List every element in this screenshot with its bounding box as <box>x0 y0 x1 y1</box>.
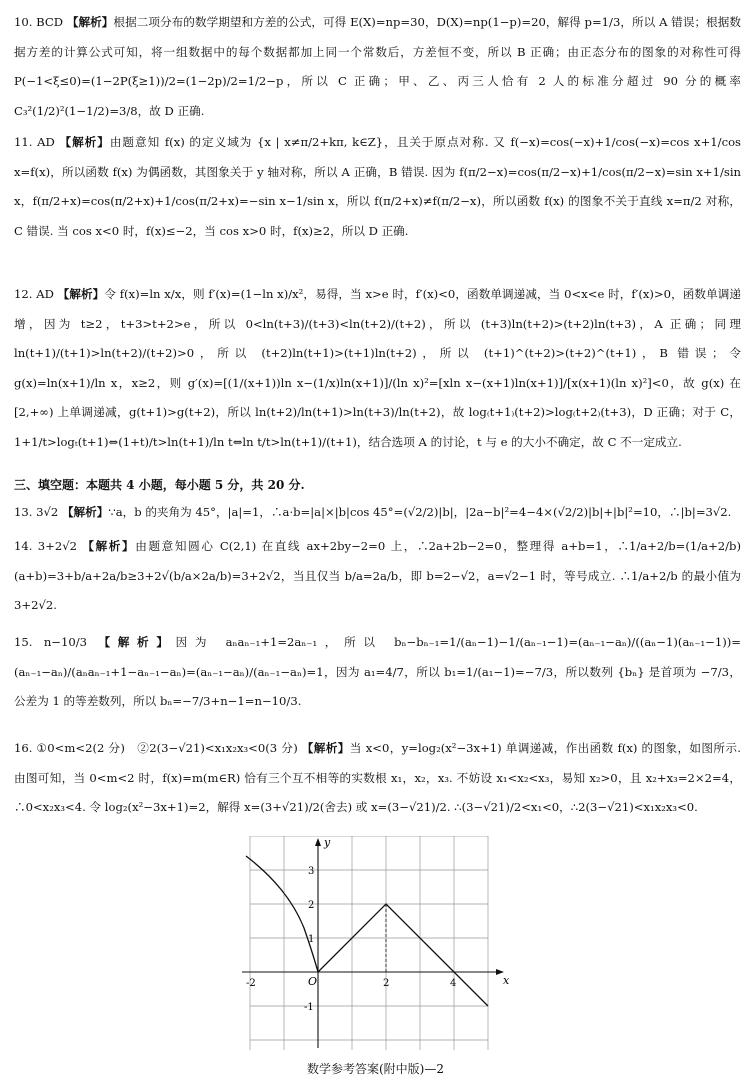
y-tick-label: 1 <box>308 934 315 945</box>
x-tick-label: 2 <box>383 978 390 989</box>
answer-number: 13. 3√2 <box>14 505 59 519</box>
analysis-tag: 【解析】 <box>98 635 176 649</box>
grid-lines <box>250 836 488 1050</box>
y-tick-label: 3 <box>308 866 315 877</box>
x-tick-label: -2 <box>246 978 256 989</box>
answer-text: ∵a，b 的夹角为 45°，|a|=1，∴a·b=|a|×|b|cos 45°=(√2/2)|b|，|2a−b|²=4−4×(√2/2)|b|+|b|²=10，∴|b|=3√2. <box>108 505 732 519</box>
analysis-tag: 【解析】 <box>66 15 114 29</box>
answer-number: 10. BCD <box>14 15 64 29</box>
analysis-tag: 【解析】 <box>301 741 350 755</box>
answer-number: 15. n−10/3 <box>14 635 88 649</box>
analysis-tag: 【解析】 <box>59 135 110 149</box>
answer-11 <box>14 128 741 246</box>
answer-12 <box>14 280 741 457</box>
x-axis-label: x <box>503 974 510 987</box>
analysis-tag: 【解析】 <box>57 287 105 301</box>
x-tick-label: 4 <box>450 978 457 989</box>
answer-text: 令 f(x)=ln x/x，则 f′(x)=(1−ln x)/x²，易得，当 x>e 时，f′(x)<0，函数单调递减，当 0<x<e 时，f′(x)>0，函数单调递增，因为 t≥2，t+3>t+2>e，所以 0<ln(t+3)/(t+3)<ln(t+2)/(t+2)，所以 (t+3)ln(t+2)>(t+2)ln(t+3)，A 正确；同理 ln(t+1)/(t+1)>ln(t+2)/(t+2)>0，所以 (t+2)ln(t+1)>(t+1)ln(t+2)，所以 (t+1)^(t+2)>(t+2)^(t+1)，B 错误；令 g(x)=ln(x+1)/ln x，x≥2，则 g′(x)=[(1/(x+1))ln x−(1/x)ln(x+1)]/(ln x)²=[xln x−(x+1)ln(x+1)]/[x(x+1)(ln x)²]<0，故 g(x) 在 [2,+∞) 上单调递减，g(t+1)>g(t+2)，所以 ln(t+2)/ln(t+1)>ln(t+3)/ln(t+2)，故 log₍t+1₎(t+2)>log₍t+2₎(t+3)，D 正确；对于 C，1+1/t>logₜ(t+1)⇔(1+t)/t>ln(t+1)/ln t⇔ln t/t>ln(t+1)/(t+1)，结合选项 A 的讨论，t 与 e 的大小不确定，故 C 不一定成立. <box>14 287 741 449</box>
answer-10 <box>14 8 741 126</box>
answer-text: 因为 aₙaₙ₋₁+1=2aₙ₋₁，所以 bₙ−bₙ₋₁=1/(aₙ−1)−1/(aₙ₋₁−1)=(aₙ₋₁−aₙ)/((aₙ−1)(aₙ₋₁−1))=(aₙ₋₁−aₙ)/(aₙaₙ₋₁+1−aₙ₋₁−aₙ)=(aₙ₋₁−aₙ)/(aₙ₋₁−aₙ)=1，因为 a₁=4/7，所以 b₁=1/(a₁−1)=−7/3，所以数列 {bₙ} 是首项为 −7/3，公差为 1 的等差数列，所以 bₙ=−7/3+n−1=n−10/3. <box>14 635 741 708</box>
answer-text: 由题意知 f(x) 的定义域为 {x | x≠π/2+kπ, k∈Z}，且关于原点对称. 又 f(−x)=cos(−x)+1/cos(−x)=cos x+1/cos x=f(x)，所以函数 f(x) 为偶函数，其图象关于 y 轴对称，所以 A 正确，B 错误. 因为 f(π/2−x)=cos(π/2−x)+1/cos(π/2−x)=sin x+1/sin x，f(π/2+x)=cos(π/2+x)+1/cos(π/2+x)=−sin x−1/sin x，所以 f(π/2+x)≠f(π/2−x)，所以函数 f(x) 的图象不关于直线 x=π/2 对称，C 错误. 当 cos x<0 时，f(x)≤−2，当 cos x>0 时，f(x)≥2，所以 D 正确. <box>14 135 741 238</box>
answer-text: 由题意知圆心 C(2,1) 在直线 ax+2by−2=0 上，∴2a+2b−2=0，整理得 a+b=1，∴1/a+2/b=(1/a+2/b)(a+b)=3+b/a+2a/b≥3+2√(b/a×2a/b)=3+2√2，当且仅当 b/a=2a/b，即 b=2−√2，a=√2−1 时，等号成立. ∴1/a+2/b 的最小值为 3+2√2. <box>14 539 742 612</box>
answer-16 <box>14 734 741 823</box>
answer-number: 12. AD <box>14 287 54 301</box>
answer-number: 14. 3+2√2 <box>14 539 77 553</box>
answer-number: 11. AD <box>14 135 55 149</box>
y-axis-label: y <box>324 836 331 849</box>
answer-text: 根据二项分布的数学期望和方差的公式，可得 E(X)=np=30，D(X)=np(1−p)=20，解得 p=1/3，所以 A 错误；根据数据方差的计算公式可知，将一组数据中的每个数据都加上同一个常数后，方差恒不变，所以 B 正确；由正态分布的图象的对称性可得 P(−1<ξ≤0)=(1−2P(ξ≥1))/2=(1−2p)/2=1/2−p，所以 C 正确；甲、乙、丙三人恰有 2 人的标准分超过 90 分的概率 C₃²(1/2)²(1−1/2)=3/8，故 D 正确. <box>14 15 742 118</box>
analysis-tag: 【解析】 <box>82 539 136 553</box>
piecewise-line-branch <box>318 904 488 1006</box>
analysis-tag: 【解析】 <box>61 505 109 519</box>
answer-number: 16. ①0<m<2(2 分) ②2(3−√21)<x₁x₂x₃<0(3 分) <box>14 741 298 755</box>
section-heading: 三、填空题：本题共 4 小题，每小题 5 分，共 20 分. <box>14 478 305 492</box>
answer-14 <box>14 532 741 621</box>
answer-15 <box>14 628 741 717</box>
function-graph <box>238 836 510 1050</box>
page-footer: 数学参考答案(附中版)—2 <box>307 1062 444 1076</box>
function-graph-figure <box>238 836 510 1050</box>
y-tick-label: 2 <box>308 900 315 911</box>
answer-13 <box>14 498 741 528</box>
answer-text: 当 x<0，y=log₂(x²−3x+1) 单调递减，作出函数 f(x) 的图象，如图所示. 由图可知，当 0<m<2 时，f(x)=m(m∈R) 恰有三个互不相等的实数根 x₁，x₂，x₃. 不妨设 x₁<x₂<x₃，易知 x₂>0，且 x₂+x₃=2×2=4，∴0<x₂x₃<4. 令 log₂(x²−3x+1)=2，解得 x=(3+√21)/2(舍去) 或 x=(3−√21)/2. ∴(3−√21)/2<x₁<0，∴2(3−√21)<x₁x₂x₃<0. <box>14 741 741 814</box>
y-tick-label: -1 <box>304 1002 314 1013</box>
origin-label: O <box>308 975 318 988</box>
y-axis-arrow-icon <box>315 838 321 846</box>
